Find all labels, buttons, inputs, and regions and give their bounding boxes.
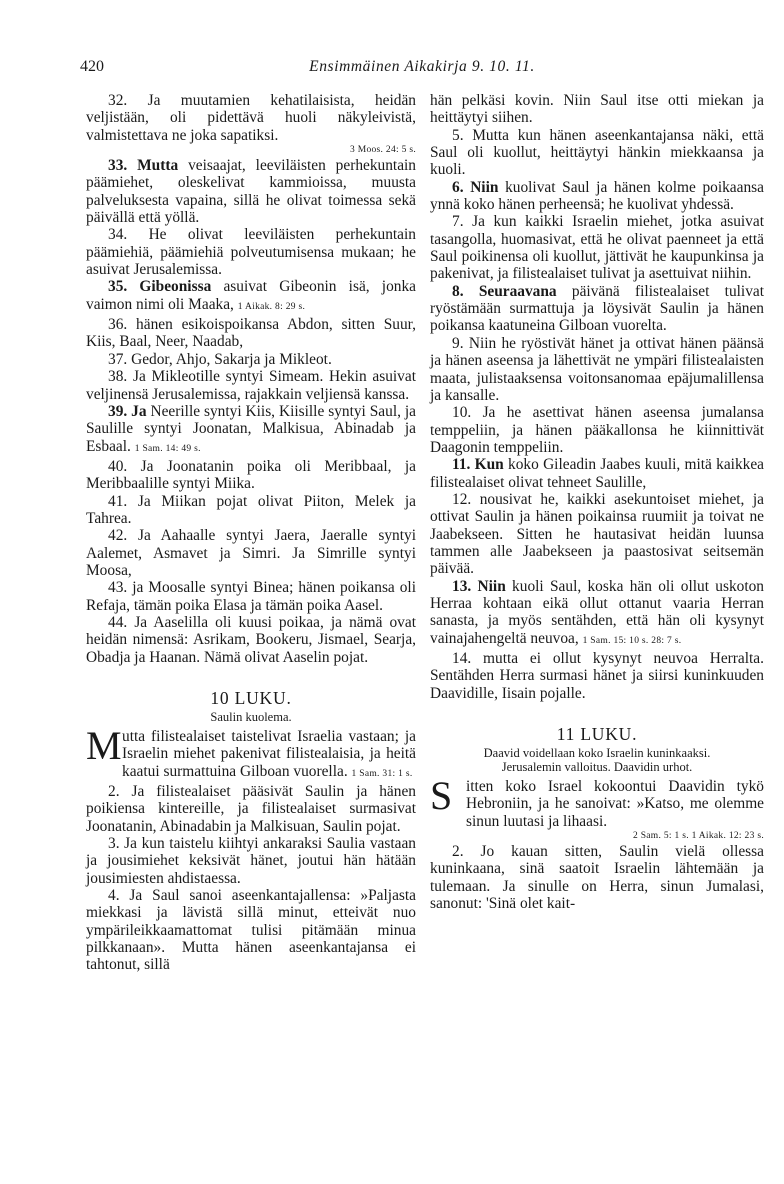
verse-10-7: 7. Ja kun kaikki Israelin miehet, jotka asuivat tasangolla, huomasivat, että he olivat paenneet ja että Saul poikinensa oli kuollut, jättivät he kaupunkinsa ja pakenivat, ja filistealaiset tulivat ja asettuivat niihin. xyxy=(430,213,764,283)
verse-9-38: 38. Ja Mikleotille syntyi Simeam. Hekin asuivat veljinensä Jerusalemissa, rajakkain veljiensä kanssa. xyxy=(86,368,416,403)
verse-10-5: 5. Mutta kun hänen aseenkantajansa näki, että Saul oli kuollut, heittäytyi hänkin miekkaansa ja kuoli. xyxy=(430,126,764,179)
verse-9-33: 33. Mutta veisaajat, leeviläisten perhekuntain päämiehet, oleskelivat kammioissa, muusta palveluksesta vapaina, sillä he olivat toimessa sekä päivällä että yöllä. xyxy=(86,157,417,227)
chapter-11-heading: 11 LUKU. xyxy=(556,724,638,745)
chapter-11-subtitle-line-2: Jerusalemin valloitus. Daavidin urhot. xyxy=(501,760,693,775)
verse-10-4-continued: hän pelkäsi kovin. Niin Saul itse otti miekan ja heittäytyi siihen. xyxy=(430,92,764,127)
cross-reference: 1 Sam. 15: 10 s. 28: 7 s. xyxy=(582,635,682,646)
cross-reference: 1 Sam. 14: 49 s. xyxy=(134,443,201,454)
verse-11-1: S itten koko Israel kokoontui Daavidin tykö Hebroniin, ja he sanoivat: »Katso, me olemme sinun luutasi ja lihaasi. xyxy=(430,773,764,830)
verse-9-43: 43. ja Moosalle syntyi Binea; hänen poikansa oli Refaja, tämän poika Elasa ja tämän poika Aasel. xyxy=(86,579,416,614)
verse-10-2: 2. Ja filistealaiset pääsivät Saulin ja hänen poikiensa kintereille, ja filistealaiset surmasivat Joonatanin, Abinadabin ja Malkisuan, Saulin pojat. xyxy=(86,783,416,835)
cross-reference: 2 Sam. 5: 1 s. 1 Aikak. 12: 23 s. xyxy=(632,831,764,842)
verse-10-13: 13. Niin kuoli Saul, koska hän oli ollut uskoton Herraa kohtaan eikä ollut ottanut vaaria Herran sanasta, ja myös sentähden, että hän oli kysynyt vainajahengeltä neuvoa, 1 Sam. 15: 10 s. 28: 7 s. xyxy=(430,577,765,647)
chapter-10-heading: 10 LUKU. xyxy=(210,688,292,708)
verse-9-39: 39. Ja Neerille syntyi Kiis, Kiisille syntyi Saul, ja Saulille syntyi Joonatan, Malkisua, Abinadab ja Esbaal. 1 Sam. 14: 49 s. xyxy=(86,402,416,455)
verse-10-3: 3. Ja kun taistelu kiihtyi ankaraksi Saulia vastaan ja jousimiehet keksivät hänet, joutui hän hätään jousimiesten ahdistaessa. xyxy=(86,835,416,887)
verse-10-12: 12. nousivat he, kaikki asekuntoiset miehet, ja ottivat Saulin ja hänen poikainsa ruumiit ja toivat ne Jaabekseen. Sitten he hautasivat heidän luunsa tammen alle Jaabekseen ja paastosivat seitsemän päivää. xyxy=(430,490,764,578)
running-head xyxy=(80,58,764,80)
left-column xyxy=(86,92,416,974)
verse-10-4: 4. Ja Saul sanoi aseenkantajallensa: »Paljasta miekkasi ja lävistä sillä minut, etteivät nuo ympärileikkaamattomat tulisi pitämään minua pilkkanaan». Mutta hänen aseenkantajansa ei tahtonut, sillä xyxy=(86,887,416,974)
verse-10-8: 8. Seuraavana päivänä filistealaiset tulivat ryöstämään surmattuja ja löysivät Saulin ja hänen poikansa kaatuneina Gilboan vuorelta. xyxy=(430,282,764,335)
verse-9-34: 34. He olivat leeviläisten perhekuntain päämiehiä, päämiehiä polveutumisensa mukaan; he asuivat Jerusalemissa. xyxy=(86,226,416,279)
verse-11-2: 2. Jo kauan sitten, Saulin vielä ollessa kuninkaana, sinä saatoit Israelin lähtemään ja tulemaan. Ja sinulle on Herra, sinun Jumalasi, sanonut: 'Sinä olet kait- xyxy=(430,843,764,913)
drop-cap: S xyxy=(430,773,453,819)
verse-10-10: 10. Ja he asettivat hänen aseensa jumalansa temppeliin, ja hänen pääkallonsa he kiinnittivät Daagonin temppeliin. xyxy=(430,404,764,456)
verse-10-1: M utta filistealaiset taistelivat Israelia vastaan; ja Israelin miehet pakenivat filistealaisia, ja heitä kaatui surmattuina Gilboan vuorella. 1 Sam. 31: 1 s. xyxy=(86,723,416,780)
verse-9-32: 32. Ja muutamien kehatilaisista, heidän veljistään, oli pidettävä huoli näkyleivistä, valmistettava ne joka sapatiksi. xyxy=(86,92,416,144)
page-number: 420 xyxy=(80,58,104,75)
cross-reference: 1 Aikak. 8: 29 s. xyxy=(237,301,306,312)
verse-9-41: 41. Ja Miikan pojat olivat Piiton, Melek ja Tahrea. xyxy=(86,492,416,527)
cross-reference: 1 Sam. 31: 1 s. xyxy=(351,768,413,779)
verse-9-44: 44. Ja Aaselilla oli kuusi poikaa, ja nämä ovat heidän nimensä: Asrikam, Bookeru, Jismael, Searja, Obadja ja Haanan. Nämä olivat Aaselin pojat. xyxy=(86,613,416,666)
running-title: Ensimmäinen Aikakirja 9. 10. 11. xyxy=(309,58,535,75)
verse-10-9: 9. Niin he ryöstivät hänet ja ottivat hänen päänsä ja hänen aseensa ja lähettivät ne ympäri filistealaisten maata, julistaaksensa voitonsanomaa epäjumalillensa ja kansalle. xyxy=(430,334,764,404)
verse-9-36: 36. hänen esikoispoikansa Abdon, sitten Suur, Kiis, Baal, Neer, Naadab, xyxy=(86,316,416,351)
drop-cap: M xyxy=(86,723,122,768)
right-column xyxy=(430,92,764,912)
verse-9-42: 42. Ja Aahaalle syntyi Jaera, Jaeralle syntyi Aalemet, Asmavet ja Simri. Ja Simrille syntyi Moosa, xyxy=(86,527,416,579)
verse-9-40: 40. Ja Joonatanin poika oli Meribbaal, ja Meribbaalille syntyi Miika. xyxy=(86,457,416,493)
verse-10-14: 14. mutta ei ollut kysynyt neuvoa Herralta. Sentähden Herra surmasi hänet ja siirsi kuninkuuden Daavidille, Iisain pojalle. xyxy=(430,650,764,702)
cross-reference: 3 Moos. 24: 5 s. xyxy=(349,145,416,156)
chapter-11-subtitle xyxy=(430,746,764,774)
verse-10-11: 11. Kun koko Gileadin Jaabes kuuli, mitä kaikkea filistealaiset olivat tehneet Saulille, xyxy=(430,456,764,491)
chapter-10-subtitle: Saulin kuolema. xyxy=(210,710,292,724)
verse-10-6: 6. Niin kuolivat Saul ja hänen kolme poikaansa ynnä koko hänen perheensä; he kuolivat yhdessä. xyxy=(430,178,764,214)
chapter-11-subtitle-line-1: Daavid voidellaan koko Israelin kuninkaaksi. xyxy=(483,746,711,761)
verse-9-37: 37. Gedor, Ahjo, Sakarja ja Mikleot. xyxy=(108,350,332,368)
verse-9-35: 35. Gibeonissa asuivat Gibeonin isä, jonka vaimon nimi oli Maaka, 1 Aikak. 8: 29 s. xyxy=(86,278,416,313)
